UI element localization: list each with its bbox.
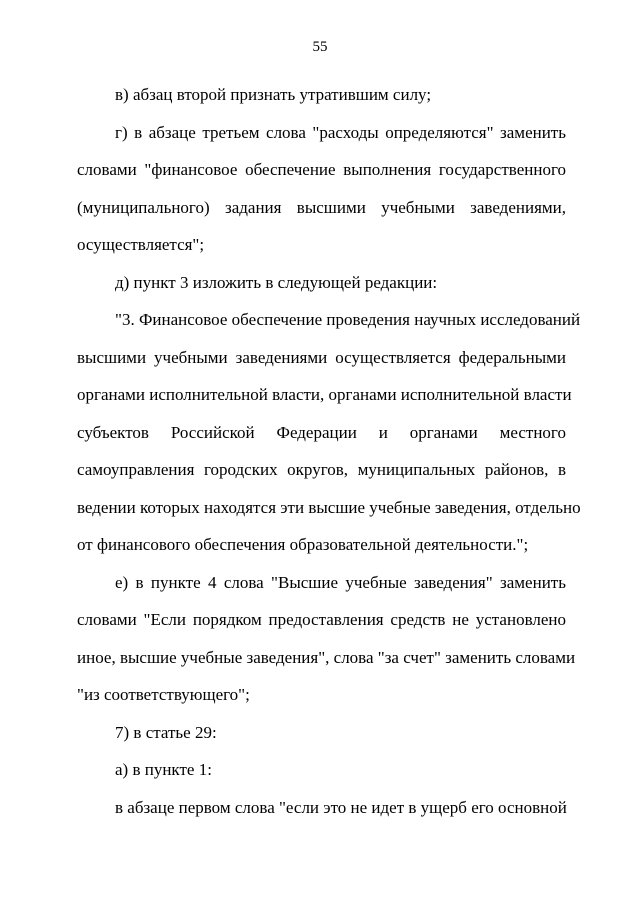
paragraph-line: "3. Финансовое обеспечение проведения научных исследований bbox=[115, 310, 581, 329]
paragraph-line: словами "Если порядком предоставления средств не установлено bbox=[77, 610, 566, 629]
paragraph-line: от финансового обеспечения образовательной деятельности."; bbox=[77, 535, 529, 554]
paragraph-line: в абзаце первом слова "если это не идет в ущерб его основной bbox=[115, 797, 567, 817]
paragraph-line: 7) в статье 29: bbox=[115, 722, 217, 742]
paragraph-line: г) в абзаце третьем слова "расходы определяются" заменить bbox=[115, 122, 566, 142]
paragraph-line: словами "финансовое обеспечение выполнения государственного bbox=[77, 160, 566, 179]
paragraph-line: (муниципального) задания высшими учебными заведениями, bbox=[77, 197, 566, 217]
paragraph-line: осуществляется"; bbox=[77, 235, 205, 254]
paragraph-line: высшими учебными заведениями осуществляется федеральными bbox=[77, 347, 566, 367]
paragraph-line: в) абзац второй признать утратившим силу; bbox=[115, 85, 432, 104]
paragraph-line: д) пункт 3 изложить в следующей редакции: bbox=[115, 272, 438, 292]
page-number: 55 bbox=[312, 39, 328, 55]
paragraph-line: органами исполнительной власти, органами исполнительной власти bbox=[77, 385, 572, 404]
paragraph-line: е) в пункте 4 слова "Высшие учебные заведения" заменить bbox=[115, 572, 566, 592]
document-body bbox=[77, 76, 581, 826]
paragraph-line: "из соответствующего"; bbox=[77, 685, 250, 704]
paragraph-line: самоуправления городских округов, муниципальных районов, в bbox=[77, 460, 566, 479]
paragraph-line: а) в пункте 1: bbox=[115, 760, 212, 779]
paragraph-line: иное, высшие учебные заведения", слова "за счет" заменить словами bbox=[77, 647, 576, 667]
paragraph-line: субъектов Российской Федерации и органами местного bbox=[77, 422, 566, 442]
paragraph-line: ведении которых находятся эти высшие учебные заведения, отдельно bbox=[77, 497, 581, 517]
